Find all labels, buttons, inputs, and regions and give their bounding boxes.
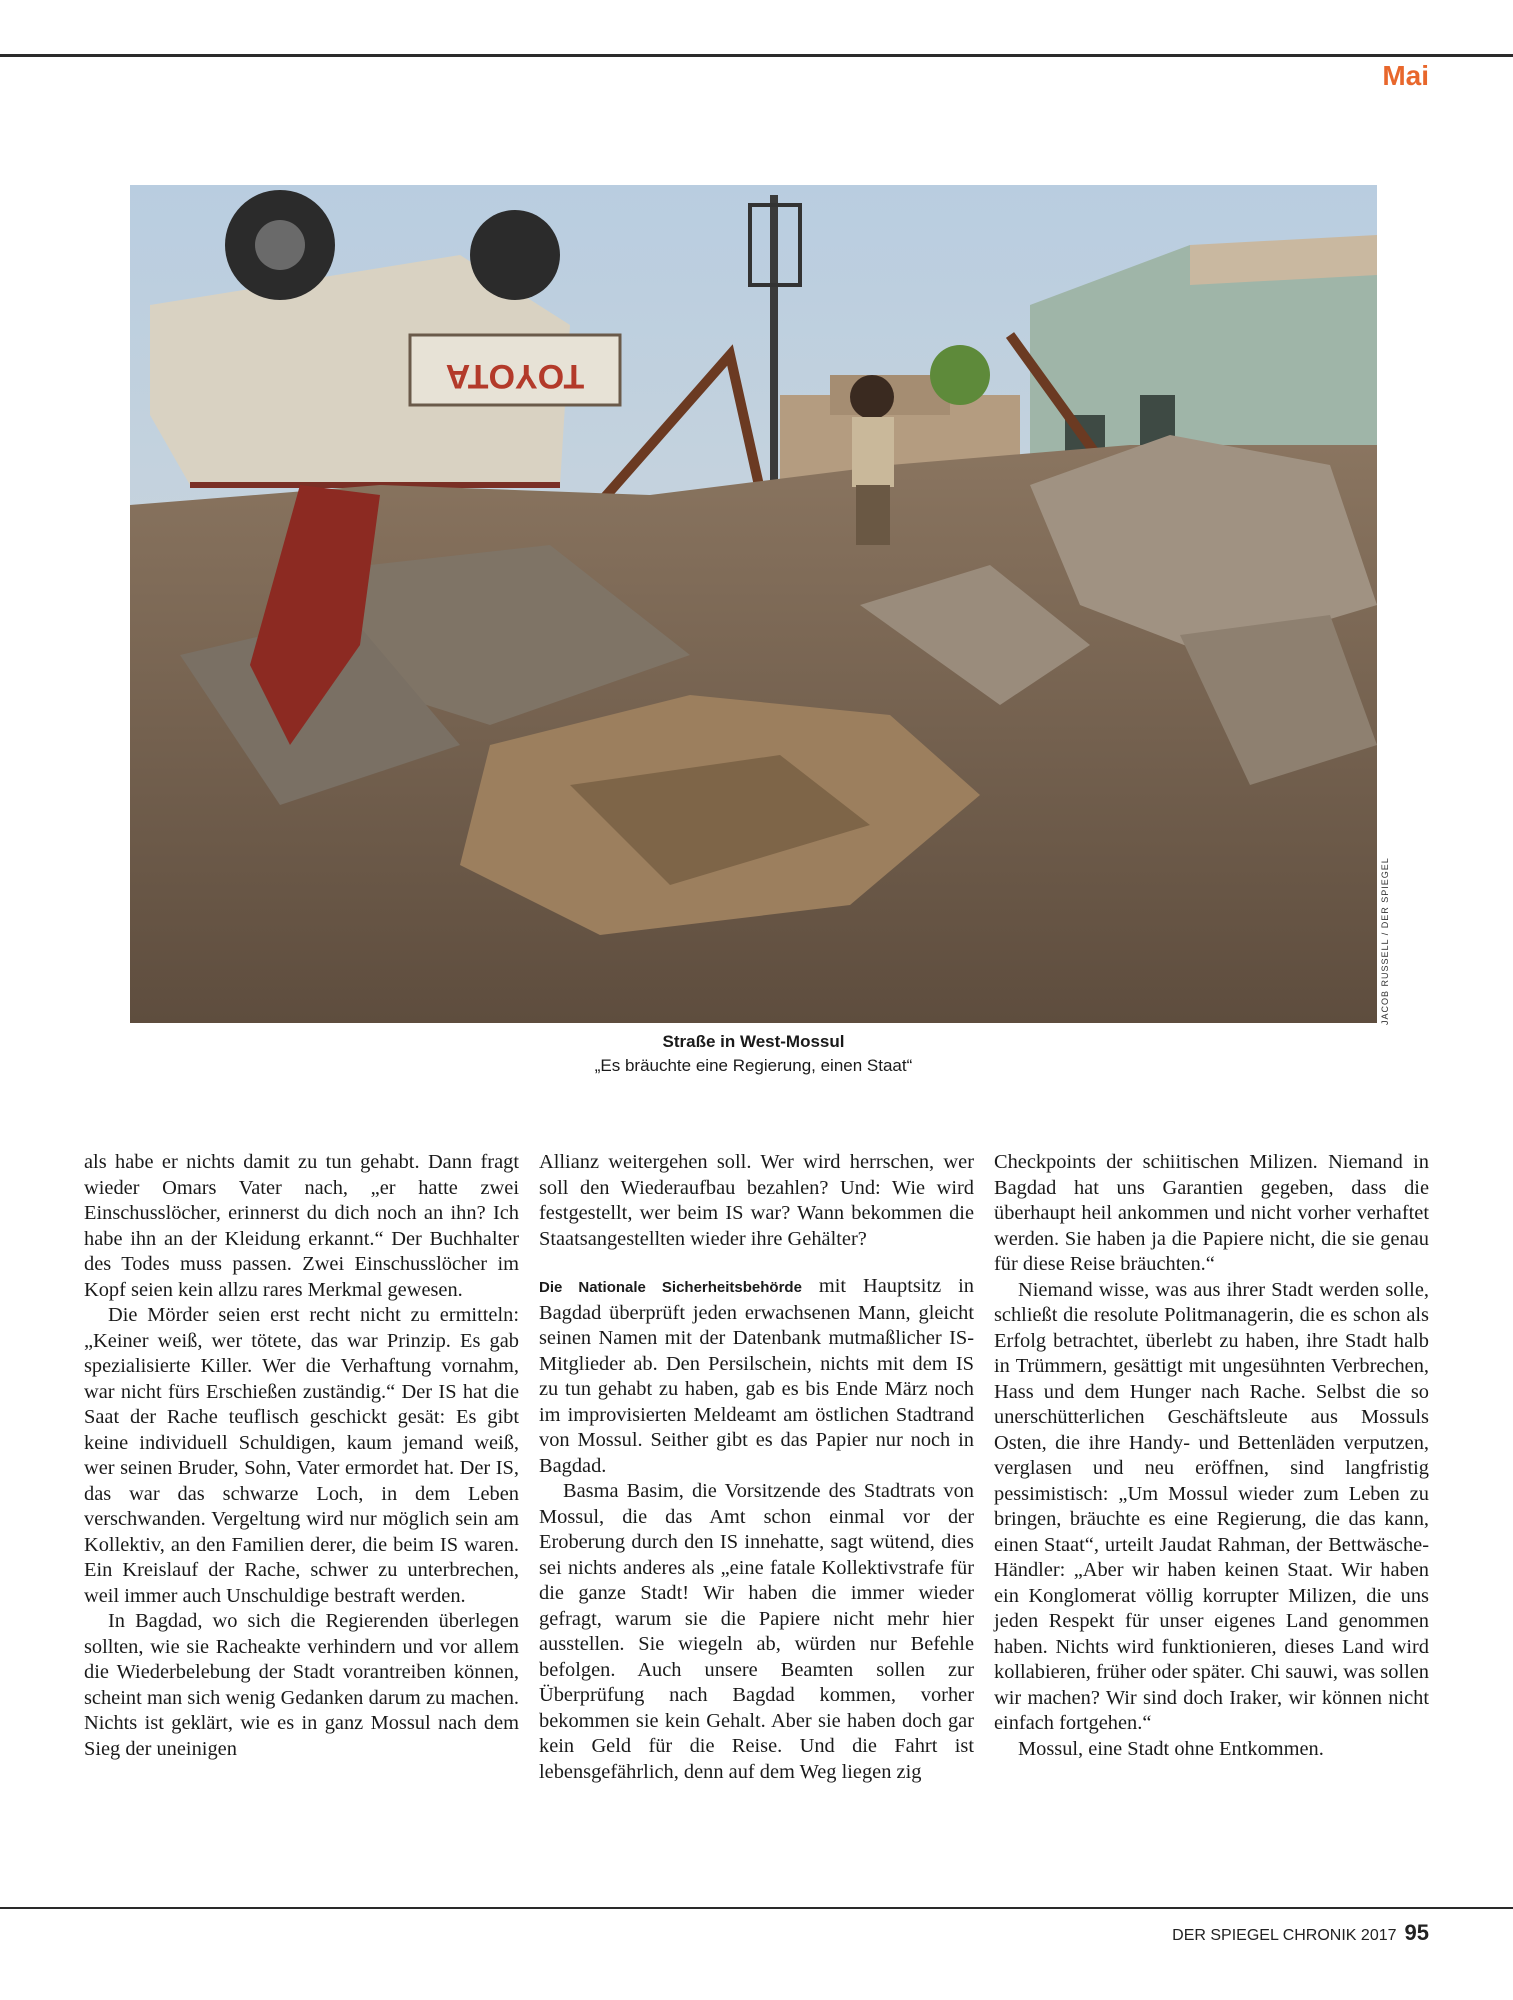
photo-illustration	[130, 185, 1377, 1023]
text-column-3	[994, 1150, 1429, 1762]
caption-subtitle: „Es bräuchte eine Regierung, einen Staat“	[594, 1056, 913, 1075]
paragraph: Mossul, eine Stadt ohne Entkommen.	[1018, 1737, 1324, 1760]
text-column-2	[539, 1150, 974, 1785]
paragraph: Checkpoints der schiitischen Milizen. Niemand in Bagdad hat uns Garantien gegeben, dass die überhaupt heil ankommen und nicht vorher verhaftet werden. Sie haben ja die Papiere nicht, die sie genau für diese Reise bräuchten.“	[994, 1151, 1429, 1275]
page-number: 95	[1404, 1920, 1429, 1945]
paragraph: In Bagdad, wo sich die Regierenden überlegen sollten, wie sie Racheakte verhindern und vor allem die Wiederbelebung der Stadt vorantreiben können, scheint man sich wenig Gedanken darum zu machen. Nichts ist geklärt, wie es in ganz Mossul nach dem Sieg der uneinigen	[84, 1610, 519, 1760]
paragraph: Allianz weitergehen soll. Wer wird herrschen, wer soll den Wiederaufbau bezahlen? Und: Wie wird festgestellt, wer beim IS war? Wann bekommen die Staatsangestellten wieder ihre Gehälter?	[539, 1151, 974, 1250]
truck-logo-text: TOYOTA	[445, 357, 585, 395]
paragraph: Basma Basim, die Vorsitzende des Stadtrats von Mossul, die das Amt schon einmal vor der Eroberung durch den IS innehatte, sagt wütend, dies sei nichts anderes als „eine fatale Kollektivstrafe für die ganze Stadt! Wir haben die immer wieder gefragt, warum sie die Papiere nicht mehr hier ausstellen. Sie wiegeln ab, würden nur Befehle befolgen. Auch unsere Beamten sollen zur Überprüfung nach Bagdad kommen, vorher bekommen sie kein Gehalt. Aber sie haben doch gar kein Geld für die Reise. Und die Fahrt ist lebensgefährlich, denn auf dem Weg liegen zig	[539, 1480, 974, 1783]
page-footer	[1172, 1920, 1429, 1946]
magazine-name: DER SPIEGEL CHRONIK 2017	[1172, 1927, 1397, 1944]
text-column-1	[84, 1150, 519, 1762]
bottom-rule	[0, 1907, 1513, 1909]
article-photo	[130, 185, 1377, 1023]
paragraph: Niemand wisse, was aus ihrer Stadt werden solle, schließt die resolute Politmanagerin, die es schon als Erfolg betrachtet, überlebt zu haben, ihre Stadt halb in Trümmern, gesättigt mit ungesühnten Verbrechen, Hass und dem Hunger nach Rache. Selbst die so unerschütterlichen Geschäftsleute aus Mossuls Osten, die ihre Handy- und Bettenläden verputzen, verglasen und neu eröffnen, sind langfristig pessimistisch: „Um Mossul wieder zum Leben zu bringen, bräuchte es eine Regierung, die das kann, einen Staat“, urteilt Jaudat Rahman, der Bettwäsche-Händler: „Aber wir haben keinen Staat. Wir haben ein Konglomerat völlig korrupter Milizen, die uns jeden Respekt für unser eigenes Land genommen haben. Nichts wird funktionieren, dieses Land wird kollabieren, früher oder später. Chi sauwi, was sollen wir machen? Wir sind doch Iraker, wir können nicht einfach fortgehen.“	[994, 1278, 1429, 1734]
top-rule	[0, 54, 1513, 57]
caption-title: Straße in West-Mossul	[662, 1032, 845, 1051]
paragraph-lead-in: Die Nationale Sicherheitsbehörde	[539, 1279, 802, 1296]
paragraph-with-lead	[539, 1274, 974, 1479]
photo-credit: JACOB RUSSELL / DER SPIEGEL	[1380, 857, 1390, 1025]
paragraph-text: mit Hauptsitz in Bagdad überprüft jeden erwachsenen Mann, gleicht seinen Namen mit der Datenbank mutmaßlicher IS-Mitglieder ab. Den Persilschein, nichts mit dem IS zu tun gehabt zu haben, gab es bis Ende März noch im improvisierten Meldeamt am östlichen Stadtrand von Mossul. Seither gibt es das Papier nur noch in Bagdad.	[539, 1275, 974, 1477]
section-month: Mai	[1382, 60, 1429, 91]
paragraph: als habe er nichts damit zu tun gehabt. Dann fragt wieder Omars Vater nach, „er hatte zwei Einschusslöcher, erinnerst du dich noch an ihn? Ich habe ihn an der Kleidung erkannt.“ Der Buchhalter des Todes muss passen. Zwei Einschusslöcher im Kopf seien kein allzu rares Merkmal gewesen.	[84, 1151, 519, 1301]
photo-caption	[130, 1030, 1377, 1078]
paragraph: Die Mörder seien erst recht nicht zu ermitteln: „Keiner weiß, wer tötete, das war Prinzip. Es gab spezialisierte Killer. Wer die Verhaftung vornahm, war nicht fürs Erschießen zuständig.“ Der IS hat die Saat der Rache teuflisch geschickt gesät: Es gibt keine individuell Schuldigen, kaum jemand weiß, wer seinen Bruder, Sohn, Vater ermordet hat. Der IS, das war das schwarze Loch, in dem Leben verschwanden. Vergeltung wird nur möglich sein am Kollektiv, an den Familien derer, die beim IS waren. Ein Kreislauf der Rache, schwer zu unterbrechen, weil immer auch Unschuldige bestraft werden.	[84, 1304, 519, 1607]
